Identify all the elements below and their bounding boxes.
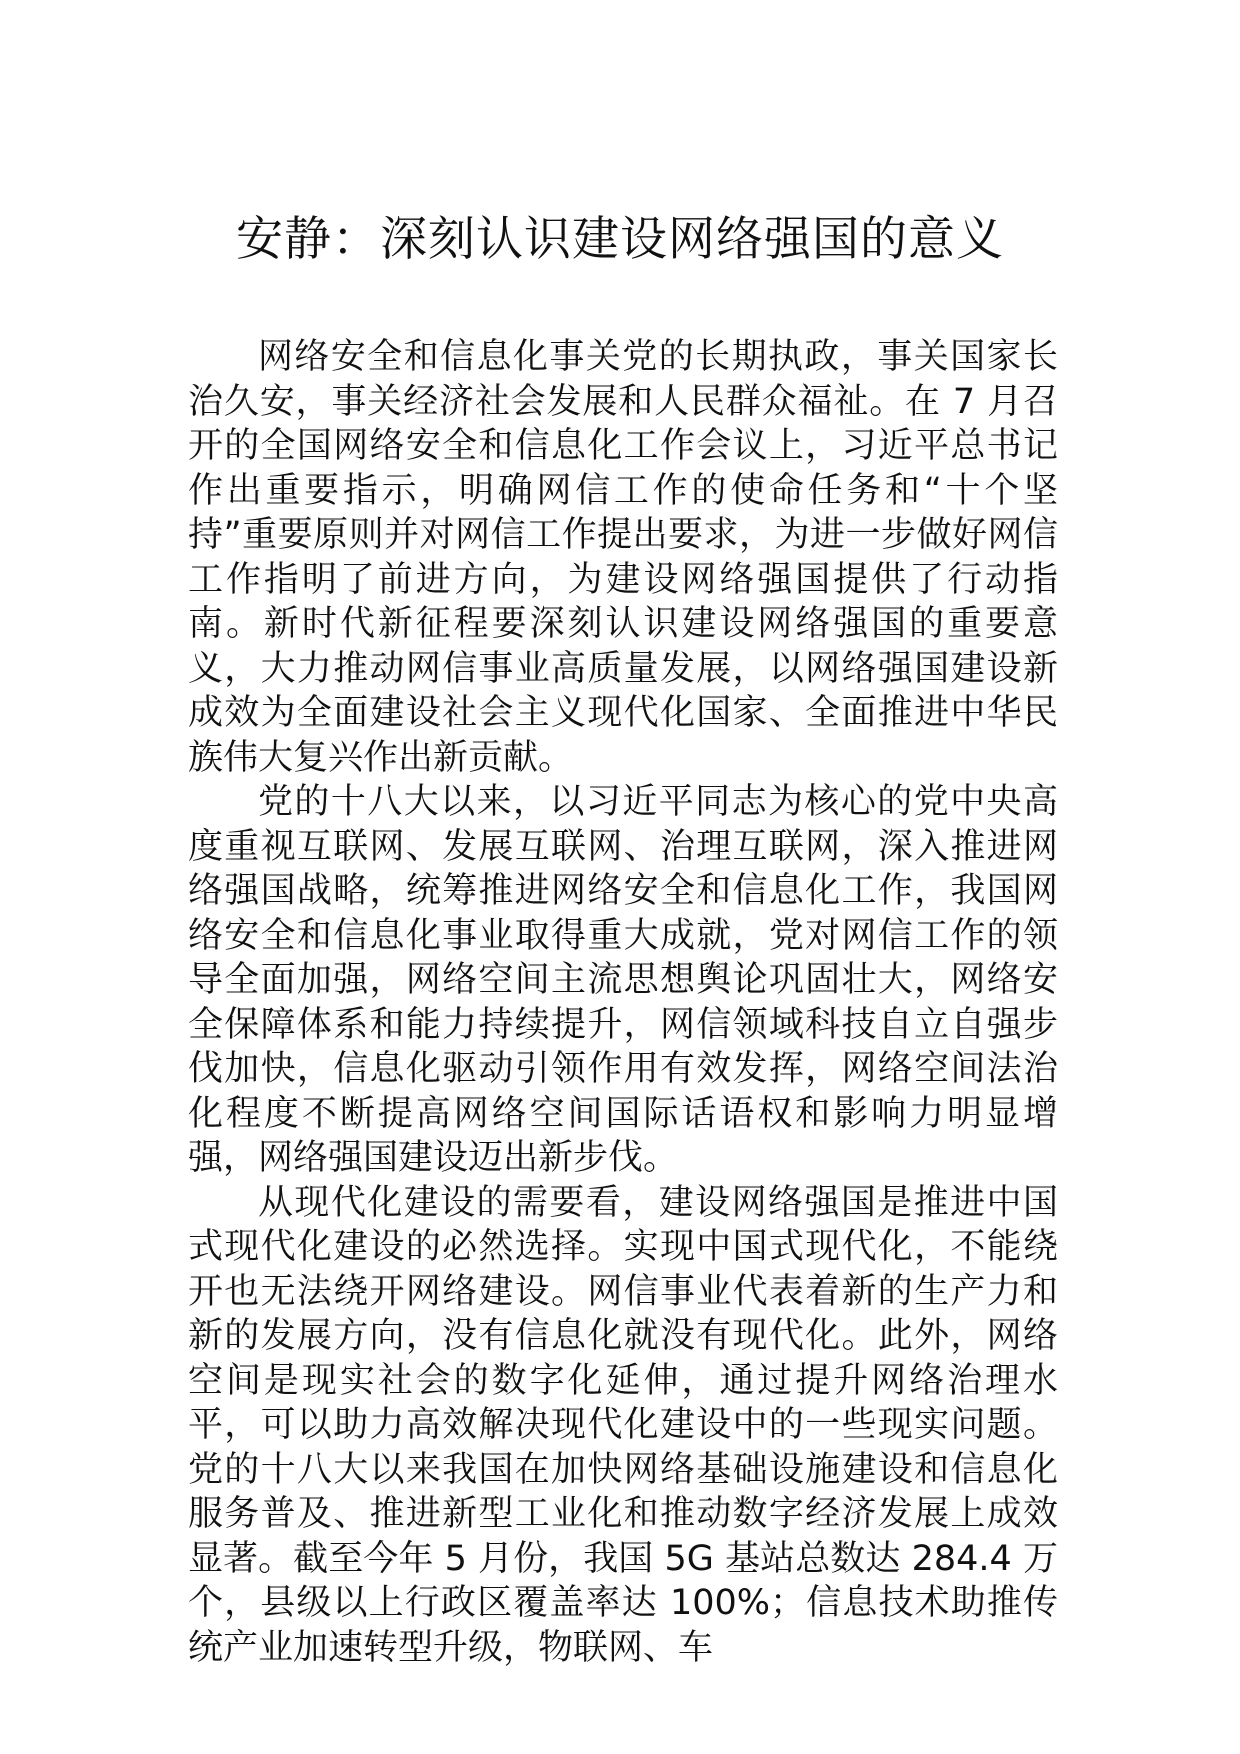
document-title: 安静：深刻认识建设网络强国的意义: [236, 212, 1004, 267]
paragraph-1: 网络安全和信息化事关党的长期执政，事关国家长治久安，事关经济社会发展和人民群众福祉。在 7 月召开的全国网络安全和信息化工作会议上，习近平总书记作出重要指示，明确网信工作的使命任务和“十个坚持”重要原则并对网信工作提出要求，为进一步做好网信工作指明了前进方向，为建设网络强国提供了行动指南。新时代新征程要深刻认识建设网络强国的重要意义，大力推动网信事业高质量发展，以网络强国建设新成效为全面建设社会主义现代化国家、全面推进中华民族伟大复兴作出新贡献。: [188, 337, 1058, 778]
paragraph-3: 从现代化建设的需要看，建设网络强国是推进中国式现代化建设的必然选择。实现中国式现代化，不能绕开也无法绕开网络建设。网信事业代表着新的生产力和新的发展方向，没有信息化就没有现代化。此外，网络空间是现实社会的数字化延伸，通过提升网络治理水平，可以助力高效解决现代化建设中的一些现实问题。党的十八大以来我国在加快网络基础设施建设和信息化服务普及、推进新型工业化和推动数字经济发展上成效显著。截至今年 5 月份，我国 5G 基站总数达 284.4 万个，县级以上行政区覆盖率达 100%；信息技术助推传统产业加速转型升级，物联网、车: [188, 1182, 1058, 1668]
document-body: [188, 335, 1058, 1670]
paragraph-2: 党的十八大以来，以习近平同志为核心的党中央高度重视互联网、发展互联网、治理互联网，深入推进网络强国战略，统筹推进网络安全和信息化工作，我国网络安全和信息化事业取得重大成就，党对网信工作的领导全面加强，网络空间主流思想舆论巩固壮大，网络安全保障体系和能力持续提升，网信领域科技自立自强步伐加快，信息化驱动引领作用有效发挥，网络空间法治化程度不断提高网络空间国际话语权和影响力明显增强，网络强国建设迈出新步伐。: [188, 782, 1058, 1178]
